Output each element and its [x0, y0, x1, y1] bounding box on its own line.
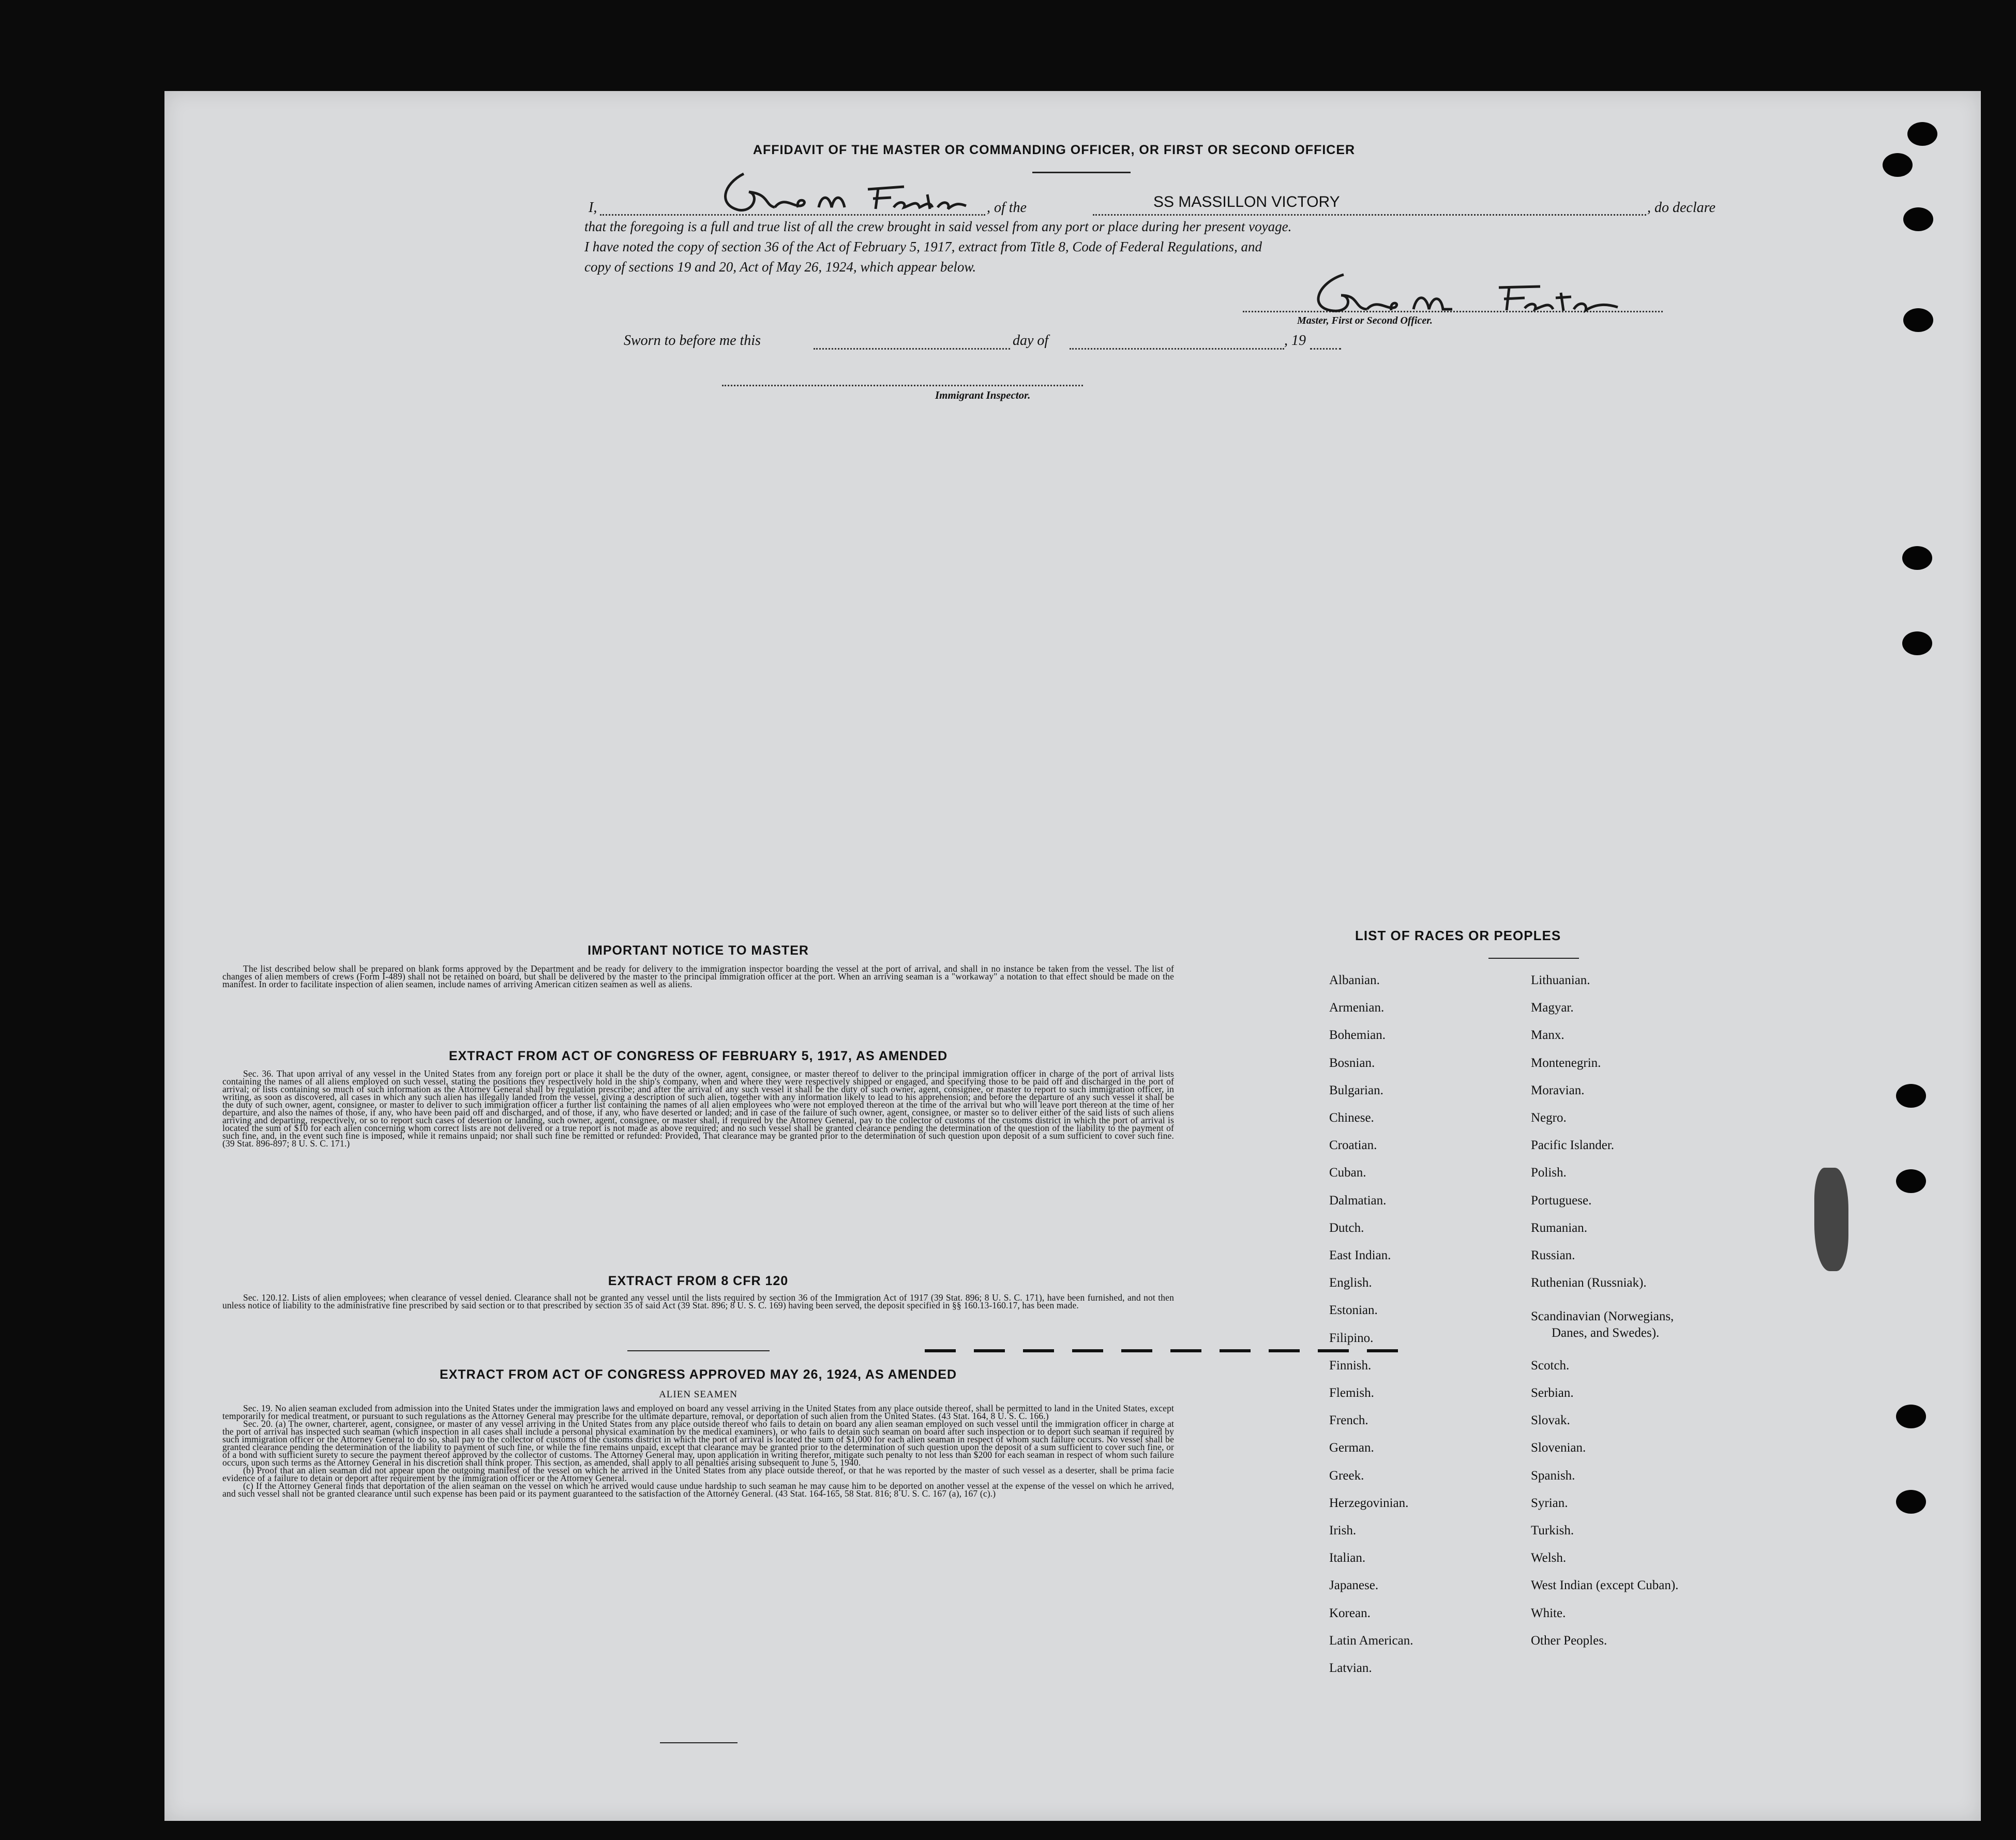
race-item-left: Greek.	[1329, 1469, 1364, 1483]
race-item-right: Turkish.	[1531, 1524, 1574, 1537]
race-item-left: Finnish.	[1329, 1359, 1372, 1373]
race-item-right: Spanish.	[1531, 1469, 1575, 1483]
race-item-left: Bulgarian.	[1329, 1083, 1383, 1097]
divider	[627, 1350, 770, 1351]
day-of-label: day of	[1013, 333, 1049, 349]
extract-1917-title: EXTRACT FROM ACT OF CONGRESS OF FEBRUARY 5, 1917, AS AMENDED	[448, 1049, 948, 1063]
punch-hole	[1902, 631, 1932, 655]
extract-1924-text	[222, 1405, 1174, 1498]
form-page	[164, 91, 1981, 1821]
inspector-caption: Immigrant Inspector.	[935, 389, 1031, 401]
race-item-right: Serbian.	[1531, 1386, 1574, 1400]
race-item-right: Manx.	[1531, 1028, 1564, 1042]
race-item-left: Estonian.	[1329, 1303, 1378, 1317]
race-item-right: Ruthenian (Russniak).	[1531, 1276, 1647, 1290]
extract-1917-text	[222, 1070, 1174, 1148]
punch-hole	[1896, 1169, 1926, 1193]
race-item-left: Bosnian.	[1329, 1056, 1375, 1070]
race-item-left: Albanian.	[1329, 973, 1380, 987]
extract-1917-paragraph: Sec. 36. That upon arrival of any vessel in the United States from any foreign port or place it shall be the duty of the owner, agent, consignee, or master thereof to deliver to the principal immigration officer in charge of the port of arrival lists containing the names of all aliens employed on such vessel, stating the positions they respectively hold in the ship's company, when and where they were respectively shipped or engaged, and specifying those to be paid off and discharged in the port of arrival; or lists containing so much of such information as the Attorney General shall by regulation prescribe; and after the arrival of any such vessel it shall be the duty of such owner, agent, consignee, or master to report to such immigration officer, in writing, as soon as discovered, all cases in which any such alien has illegally landed from the vessel, giving a description of such alien, together with any information likely to lead to his apprehension; and before the departure of any such vessel it shall be the duty of such owner, agent, consignee, or master to deliver to such immigration officer a further list containing the names of all alien employees who were not employed thereon at the time of the arrival but who will leave port thereon at the time of her departure, and also the names of those, if any, who have been paid off and discharged, and of those, if any, who have deserted or landed; and in case of the failure of such owner, agent, consignee, or master so to deliver either of the said lists of such aliens arriving and departing, respectively, or so to report such cases of desertion or landing, such owner, agent, consignee, or master shall, if required by the Attorney General, pay to the collector of customs of the customs district in which the port of arrival is located the sum of $10 for each alien concerning whom correct lists are not delivered or a true report is not made as above required; and no such vessel shall be granted clearance pending the determination of the question of the liability to the payment of such fine, and, in the event such fine is imposed, while it remains unpaid; nor shall such fine be remitted or refunded: Provided, That clearance may be granted prior to the determination of such question upon deposit of a sum sufficient to cover such fine. (39 Stat. 896-897; 8 U. S. C. 171.)	[222, 1068, 1174, 1149]
punch-hole	[1902, 546, 1932, 570]
affidavit-line-2: that the foregoing is a full and true list of all the crew brought in said vessel from any port or place during her present voyage.	[584, 219, 1292, 234]
ink-smudge	[925, 1349, 1401, 1352]
punch-hole	[1903, 207, 1933, 231]
punch-hole	[1907, 122, 1937, 146]
race-item-left: East Indian.	[1329, 1248, 1391, 1262]
race-item-right: West Indian (except Cuban).	[1531, 1578, 1679, 1592]
race-item-right: Slovenian.	[1531, 1441, 1586, 1455]
race-item-left: Dalmatian.	[1329, 1194, 1387, 1208]
extract-cfr-text	[222, 1294, 1174, 1309]
races-title: LIST OF RACES OR PEOPLES	[1355, 928, 1561, 943]
affidavit-title: AFFIDAVIT OF THE MASTER OR COMMANDING OFFICER, OR FIRST OR SECOND OFFICER	[753, 143, 1356, 157]
race-item-right: Danes, and Swedes).	[1552, 1326, 1660, 1340]
race-item-left: Cuban.	[1329, 1166, 1366, 1180]
race-item-right: Russian.	[1531, 1248, 1575, 1262]
race-item-right: Lithuanian.	[1531, 973, 1590, 987]
punch-hole	[1896, 1490, 1926, 1514]
divider	[660, 1742, 738, 1743]
race-item-right: White.	[1531, 1606, 1566, 1620]
race-item-left: Chinese.	[1329, 1111, 1374, 1125]
extract-1924-paragraph: (c) If the Attorney General finds that deportation of the alien seaman on the vessel on which he arrived would cause undue hardship to such seaman he may cause him to be deported on another vessel at the expense of the vessel on which he arrived, and such vessel shall not be granted clearance until such expense has been paid or its payment guaranteed to the satisfaction of the Attorney General. (43 Stat. 164-165, 58 Stat. 816; 8 U. S. C. 167 (a), 167 (c).)	[222, 1481, 1174, 1499]
race-item-left: Irish.	[1329, 1524, 1357, 1537]
affidavit-i-label: I,	[589, 200, 597, 216]
punch-hole	[1896, 1405, 1926, 1428]
signature-caption: Master, First or Second Officer.	[1297, 315, 1433, 326]
vessel-name: SS MASSILLON VICTORY	[1153, 193, 1340, 210]
punch-hole	[1883, 153, 1913, 177]
extract-1924-paragraph: Sec. 19. No alien seaman excluded from admission into the United States under the immigration laws and employed on board any vessel arriving in the United States from any place outside thereof, shall be permitted to land in the United States, except temporarily for medical treatment, or pursuant to such regulations as the Attorney General may prescribe for the ultimate departure, removal, or deportation of such alien from the United States. (43 Stat. 164, 8 U. S. C. 166.)	[222, 1403, 1174, 1421]
vessel-line	[1093, 214, 1646, 216]
race-item-right: Slovak.	[1531, 1413, 1570, 1427]
race-item-right: Moravian.	[1531, 1083, 1585, 1097]
race-item-right: Polish.	[1531, 1166, 1567, 1180]
race-item-left: Latin American.	[1329, 1634, 1413, 1648]
race-item-left: Japanese.	[1329, 1578, 1379, 1592]
sworn-year-line	[1310, 348, 1341, 350]
officer-name-signature	[713, 163, 971, 220]
race-item-right: Other Peoples.	[1531, 1634, 1607, 1648]
race-item-right: Syrian.	[1531, 1496, 1568, 1510]
of-the-label: , of the	[987, 200, 1027, 216]
year-label: , 19	[1284, 333, 1306, 349]
affidavit-line-4: copy of sections 19 and 20, Act of May 26, 1924, which appear below.	[584, 259, 976, 275]
race-item-right: Magyar.	[1531, 1001, 1574, 1015]
extract-1924-paragraph: Sec. 20. (a) The owner, charterer, agent, consignee, or master of any vessel arriving in the United States from any place outside thereof who fails to detain on board any alien seaman employed on such vessel until the immigration officer in charge at the port of arrival has inspected such seaman (which inspection in all cases shall include a personal physical examination by the medical examiners), or who fails to detain such seaman on board after such inspection or to deport such seaman if required by such immigration officer or the Attorney General to do so, shall pay to the collector of customs of the customs district in which the port of arrival is located the sum of $1,000 for each alien seaman in respect of whom such failure occurs. No vessel shall be granted clearance pending the determination of the liability to payment of such fine, or while the fine remains unpaid, except that clearance may be granted prior to the determination of such question upon the deposit of a sum sufficient to cover such fine, or of a bond with sufficient surety to secure the payment thereof approved by the collector of customs. The Attorney General may, upon application in writing therefor, mitigate such penalty to not less than $200 for each seaman in respect of whom such failure occurs, upon such terms as the Attorney General in his discretion shall think proper. This section, as amended, shall apply to all penalties arising subsequent to June 5, 1940.	[222, 1419, 1174, 1468]
sworn-label: Sworn to before me this	[624, 333, 761, 349]
notice-text	[222, 965, 1174, 988]
race-item-right: Montenegrin.	[1531, 1056, 1601, 1070]
race-item-right: Scotch.	[1531, 1359, 1570, 1373]
divider	[1032, 172, 1131, 173]
affidavit-line-3: I have noted the copy of section 36 of the Act of February 5, 1917, extract from Title 8, Code of Federal Regulations, and	[584, 239, 1262, 254]
race-item-left: Filipino.	[1329, 1331, 1374, 1345]
race-item-left: Korean.	[1329, 1606, 1371, 1620]
notice-title: IMPORTANT NOTICE TO MASTER	[588, 943, 809, 958]
sworn-month-line	[1070, 348, 1284, 350]
race-item-left: Flemish.	[1329, 1386, 1374, 1400]
officer-signature	[1302, 267, 1675, 319]
divider	[1488, 958, 1579, 959]
punch-hole	[1903, 308, 1933, 332]
extract-1924-title: EXTRACT FROM ACT OF CONGRESS APPROVED MAY 26, 1924, AS AMENDED	[439, 1367, 957, 1382]
notice-paragraph: The list described below shall be prepared on blank forms approved by the Department and be ready for delivery to the immigration inspector boarding the vessel at the port of arrival, and shall in no instance be taken from the vessel. The list of changes of alien members of crews (Form I-489) shall not be retained on board, but shall be delivered by the master to the principal immigration officer at the port. When an arriving seaman is a "workaway" a notation to that effect should be made on the manifest. In order to facilitate inspection of alien seamen, include names of arriving American citizen seamen as well as aliens.	[222, 963, 1174, 989]
extract-1924-subtitle: ALIEN SEAMEN	[659, 1389, 738, 1400]
race-item-right: Negro.	[1531, 1111, 1567, 1125]
race-item-left: English.	[1329, 1276, 1372, 1290]
race-item-left: French.	[1329, 1413, 1368, 1427]
race-item-right: Portuguese.	[1531, 1194, 1592, 1208]
inspector-line	[722, 385, 1083, 386]
punch-hole	[1896, 1084, 1926, 1108]
race-item-right: Scandinavian (Norwegians,	[1531, 1309, 1674, 1323]
race-item-left: Herzegovinian.	[1329, 1496, 1409, 1510]
race-item-left: Bohemian.	[1329, 1028, 1386, 1042]
sworn-day-line	[814, 348, 1010, 350]
race-item-right: Pacific Islander.	[1531, 1138, 1615, 1152]
paper-tear-mark	[1814, 1168, 1848, 1271]
race-item-left: Italian.	[1329, 1551, 1366, 1565]
race-item-left: Croatian.	[1329, 1138, 1377, 1152]
race-item-left: German.	[1329, 1441, 1374, 1455]
race-item-left: Armenian.	[1329, 1001, 1385, 1015]
race-item-right: Rumanian.	[1531, 1221, 1588, 1235]
extract-cfr-paragraph: Sec. 120.12. Lists of alien employees; when clearance of vessel denied. Clearance shall not be granted any vessel until the lists required by section 36 of the Immigration Act of 1917 (39 Stat. 896; 8 U. S. C. 171), have been furnished, and not then unless notice of liability to the administrative fine prescribed by said section or to that prescribed by section 35 of said Act (39 Stat. 896; 8 U. S. C. 169) having been served, the deposit specified in §§ 160.13-160.17, has been made.	[222, 1292, 1174, 1310]
race-item-left: Dutch.	[1329, 1221, 1364, 1235]
extract-cfr-title: EXTRACT FROM 8 CFR 120	[608, 1274, 789, 1288]
declare-label: , do declare	[1647, 200, 1716, 216]
race-item-left: Latvian.	[1329, 1661, 1372, 1675]
race-item-right: Welsh.	[1531, 1551, 1567, 1565]
extract-1924-paragraph: (b) Proof that an alien seaman did not appear upon the outgoing manifest of the vessel on which he arrived in the United States from any place outside thereof, or that he was reported by the master of such vessel as a deserter, shall be prima facie evidence of a failure to detain or deport after requirement by the immigration officer or the Attorney General.	[222, 1465, 1174, 1483]
